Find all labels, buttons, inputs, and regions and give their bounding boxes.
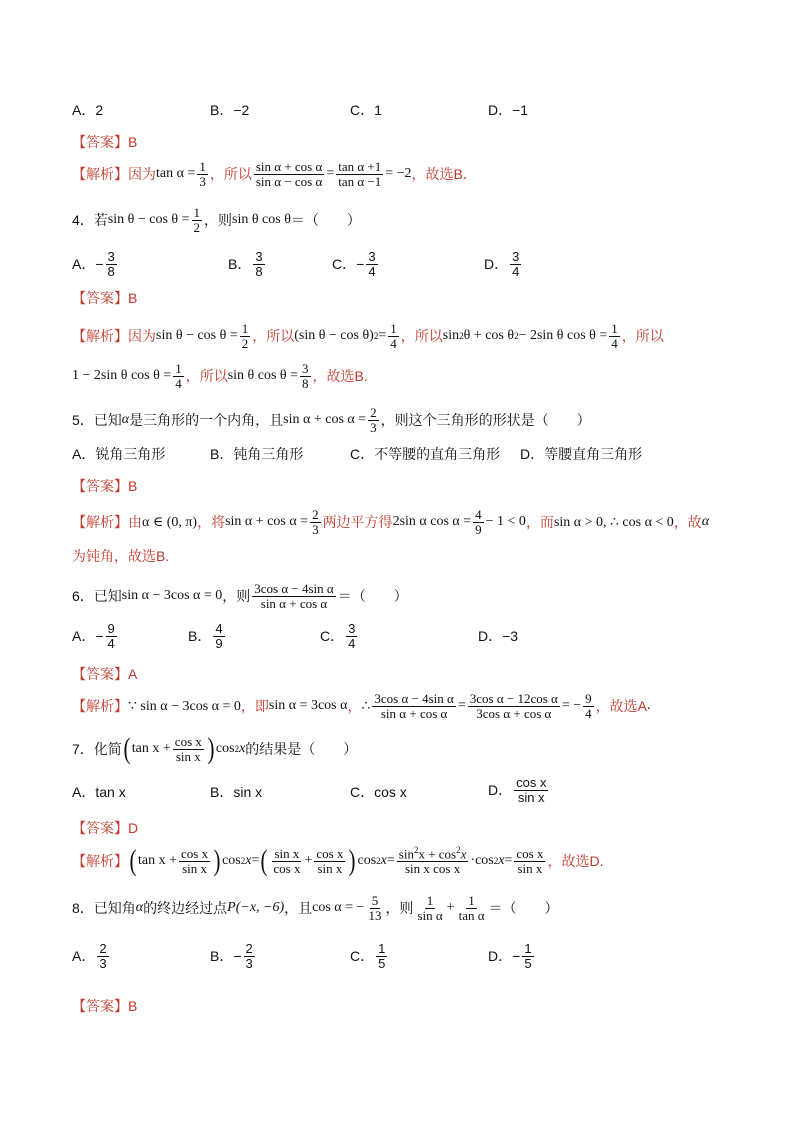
q4-option-c: C． − $\frac{3}{4}$ [332,249,376,279]
q5-analysis-line1: 【解析】 由 α ∈ (0, π) ，将 sin α + cos α = $\frac{2}{3}$ 两边平方得 2sin α cos α = $\frac{4}{9}$ − 1 < 0 ，而 sin α > 0, ∴ cos α < 0 ，故 α [72,507,710,537]
q6-option-c: C． $\frac{3}{4}$ [320,621,356,651]
q8-option-d: D． − $\frac{1}{5}$ [488,941,532,971]
q6-option-a: A． − $\frac{9}{4}$ [72,621,115,651]
q8-option-b: B． − $\frac{2}{3}$ [210,941,253,971]
q3-options [72,100,732,124]
q7-analysis: 【解析】 ( tan x + $\frac{\text{cos x}}{\text{sin x}}$ ) cos 2 x = ( $\frac{\text{sin x}}{\text{cos x}}$ + $\frac{\text{cos x}}{\text{sin x}}$ ) cos 2 x = $\frac{\sin^2x + \cos^2x}{\text{sin x cos x}}$ · cos 2 x = $\frac{\text{cos x}}{\text{sin x}}$ ，故选 D. [72,844,604,877]
q7-answer: 【答案】 D [72,820,139,836]
q7-option-b: B．sin x [210,784,263,800]
q5-option-d: D．等腰直角三角形 [520,446,643,462]
q8-answer: 【答案】 B [72,998,138,1014]
q6-option-d: D．−3 [478,628,519,644]
q8-option-c: C． $\frac{1}{5}$ [350,941,386,971]
q8-option-a: A． $\frac{2}{3}$ [72,941,107,971]
q4-option-b: B． $\frac{3}{8}$ [228,249,263,279]
q5-option-a: A．锐角三角形 [72,446,166,462]
q3-analysis: 【解析】 因为 tan α = $\frac{1}{3}$ ，所以 $\frac{\text{sin α + cos α}}{\text{sin α − cos α}}$ = $\frac{\text{tan α +1}}{\text{tan α −1}}$ = −2 ，故选 B ． [72,159,477,189]
q5-answer: 【答案】 B [72,478,138,494]
q4-answer: 【答案】 B [72,290,138,306]
q5-options [72,444,732,468]
q6-analysis: 【解析】 ∵ sin α − 3cos α = 0 ，即 sin α = 3cos α ， ∴ $\frac{\text{3cos α − 4sin α}}{\text{sin α + cos α}}$ = $\frac{\text{3cos α − 12cos α}}{\text{3cos α + cos α}}$ = − $\frac{9}{4}$ ，故选 A . [72,691,651,721]
q4-stem: 4．若 sin θ − cos θ = $\frac{1}{2}$ ，则 sin θ cos θ ＝（ ） [72,205,361,235]
q4-analysis-line1: 【解析】 因为 sin θ − cos θ = $\frac{1}{2}$ ，所以 (sin θ − cos θ) 2 = $\frac{1}{4}$ ，所以 sin 2 θ + cos θ 2 − 2sin θ cos θ = $\frac{1}{4}$ ，所以 [72,321,664,351]
q3-option-a: A．2 [72,102,104,118]
q3-option-d: D．−1 [488,102,529,118]
q4-option-a: A． − $\frac{3}{8}$ [72,249,115,279]
q3-option-b: B．−2 [210,102,250,118]
q6-answer: 【答案】 A [72,666,138,682]
q3-option-c: C．1 [350,102,382,118]
q6-options [72,621,732,651]
q5-option-b: B．钝角三角形 [210,446,304,462]
q3-answer: 【答案】 B [72,134,138,150]
q7-option-d: D． $\frac{\text{cos x}}{\text{sin x}}$ [488,775,547,805]
q7-stem: 7．化简 ( tan x + $\frac{\text{cos x}}{\text{sin x}}$ ) cos 2 x 的结果是（ ） [72,732,358,765]
q4-option-d: D． $\frac{3}{4}$ [484,249,520,279]
q8-stem: 8．已知角 α 的终边经过点 P(−x, −6) ，且 cos α = − $\frac{5}{13}$ ，则 $\frac{1}{\text{sin α}}$ + $\frac{1}{\text{tan α}}$ ＝（ ） [72,893,559,923]
q7-option-a: A．tan x [72,784,126,800]
q4-options [72,249,732,279]
q5-stem: 5．已知 α 是三角形的一个内角，且 sin α + cos α = $\frac{2}{3}$ ，则这个三角形的形状是（ ） [72,405,591,435]
q5-option-c: C．不等腰的直角三角形 [350,446,501,462]
q6-option-b: B． $\frac{4}{9}$ [188,621,223,651]
q8-options [72,941,732,971]
q7-options [72,775,732,805]
q6-stem: 6．已知 sin α − 3cos α = 0 ，则 $\frac{\text{3cos α − 4sin α}}{\text{sin α + cos α}}$ ＝（ ） [72,581,408,611]
q5-analysis-line2: 为钝角，故选 B. [72,548,170,564]
q7-option-c: C．cos x [350,784,407,800]
q4-analysis-line2: 1 − 2sin θ cos θ = $\frac{1}{4}$ ，所以 sin θ cos θ = $\frac{3}{8}$ ，故选 B. [72,361,368,391]
